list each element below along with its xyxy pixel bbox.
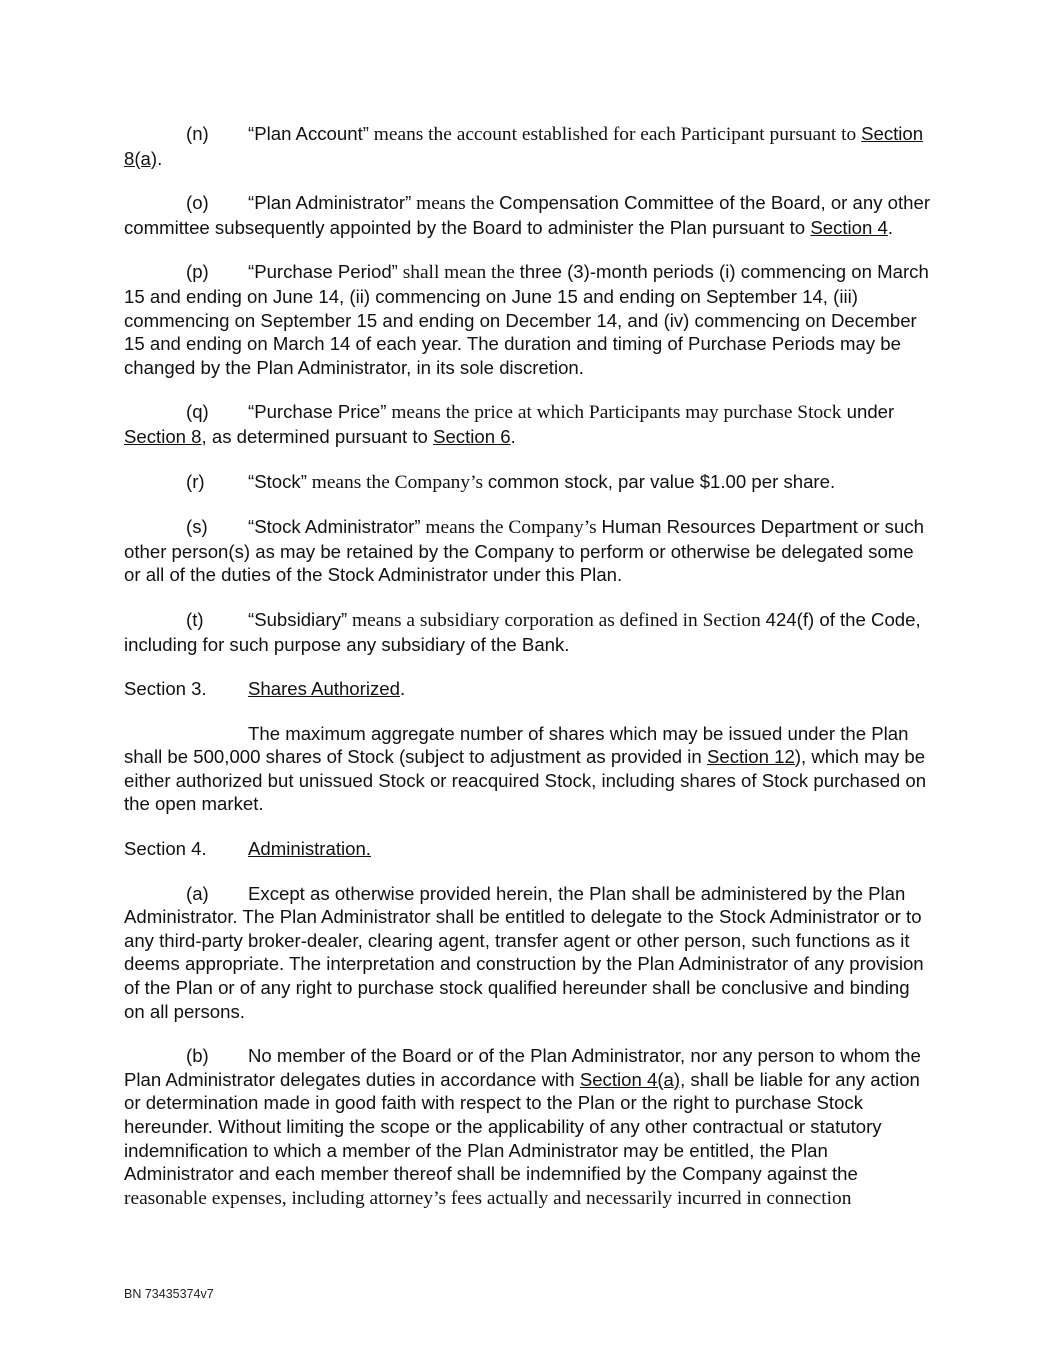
defined-term: “Plan Administrator” <box>248 192 412 214</box>
body-text: Except as otherwise provided herein, the Plan shall be administered by the Plan Administrator. The Plan Administrator shall be entitled to delegate to the Stock Administrator or to any third-party broker-dealer, clearing agent, transfer agent or other person, such functions as it deems appropriate. The interpretation and construction by the Plan Administrator of any provision of the Plan or of any right to purchase stock qualified hereunder shall be conclusive and binding on all persons. <box>124 882 924 1022</box>
defined-term: “Stock” <box>248 470 307 492</box>
section-reference[interactable]: Section 8(a) <box>124 123 924 169</box>
section-reference[interactable]: Section 4(a) <box>579 1068 681 1090</box>
defined-term: “Purchase Period” <box>248 261 398 283</box>
item-label: (o) <box>186 192 209 214</box>
definition-text: means the account established for each Participant pursuant to <box>368 124 862 145</box>
definition-t <box>124 608 932 656</box>
item-label: (p) <box>186 261 209 283</box>
defined-term: “Plan Account” <box>248 123 369 144</box>
definition-r <box>124 470 932 495</box>
definition-o: (o) “Plan Administrator” means the Compensation Committee of the Board, or any other committee subsequently appointed by the Board to administer the Plan pursuant to Section 4. <box>124 192 931 238</box>
body-text: The maximum aggregate number of shares which may be issued under the Plan shall be 500,000 shares of Stock (subject to adjustment as provided in <box>124 722 909 768</box>
definition-text: under <box>841 401 895 423</box>
definition-text: , as determined pursuant to <box>201 425 434 447</box>
document-page <box>124 122 932 1231</box>
section-reference[interactable]: Section 4 <box>810 216 888 238</box>
item-label: (t) <box>186 608 204 630</box>
definition-text: means the price at which Participants may purchase Stock <box>386 402 842 424</box>
section-3-body <box>124 722 932 816</box>
definition-text: three (3)-month periods (i) commencing on March 15 and ending on June 14, (ii) commencing on June 15 and ending on September 14, (iii) commencing on September 15 and ending on December 14, and (iv) commencing on December 15 and ending on March 14 of each year. The duration and timing of Purchase Periods may be changed by the Plan Administrator, in its sole discretion. <box>124 261 929 378</box>
definition-text: Compensation Committee of the Board, or any other committee subsequently appointed by the Board to administer the Plan pursuant to <box>124 192 931 238</box>
defined-term: “Stock Administrator” <box>248 516 421 538</box>
definition-text: 424(f) of the Code, including for such purpose any subsidiary of the Bank. <box>124 608 921 655</box>
body-text: ), which may be either authorized but unissued Stock or reacquired Stock, including shares of Stock purchased on the open market. <box>124 746 927 815</box>
section-4-a <box>124 882 932 1024</box>
section-4-b <box>124 1044 932 1210</box>
section-3-heading: Section 3. Shares Authorized. <box>124 678 406 700</box>
section-label: Section 3. <box>124 678 207 700</box>
section-4-heading <box>124 837 932 861</box>
defined-term: “Subsidiary” <box>248 608 348 630</box>
item-label: (q) <box>186 401 209 423</box>
definition-n: (n) “Plan Account” means the account established for each Participant pursuant to Section 8(a). <box>124 123 924 169</box>
definition-q: (q) “Purchase Price” means the price at which Participants may purchase Stock under Section 8, as determined pursuant to Section 6. <box>124 401 895 447</box>
section-title: Shares Authorized <box>248 678 400 700</box>
item-label: (a) <box>186 882 209 904</box>
item-label: (s) <box>186 516 208 538</box>
definition-s <box>124 515 932 587</box>
definition-text: means a subsidiary corporation as defined in Section <box>347 609 766 631</box>
item-label: (r) <box>186 470 205 492</box>
definition-text: shall mean the <box>397 262 520 284</box>
section-title: Administration. <box>248 838 371 860</box>
body-text: reasonable expenses, including attorney’s fees actually and necessarily incurred in connection <box>124 1187 852 1209</box>
definition-text: common stock, par value $1.00 per share. <box>487 470 836 492</box>
definition-p <box>124 260 932 379</box>
document-id-footer: BN 73435374v7 <box>124 1287 214 1301</box>
body-text: No member of the Board or of the Plan Administrator, nor any person to whom the Plan Administrator delegates duties in accordance with <box>124 1045 921 1090</box>
definition-text: means the <box>411 193 500 215</box>
section-reference[interactable]: Section 6 <box>433 425 511 447</box>
item-label: (b) <box>186 1045 209 1067</box>
section-label: Section 4. <box>124 838 207 860</box>
definition-text: means the Company’s <box>420 517 602 539</box>
item-label: (n) <box>186 123 209 144</box>
body-text: , shall be liable for any action or determination made in good faith with respect to the Plan or the right to purchase Stock hereunder. Without limiting the scope or the applicability of any other contractual or statutory indemnification to which a member of the Plan Administrator may be entitled, the Plan Administrator and each member thereof shall be indemnified by the Company against the <box>124 1068 920 1185</box>
definition-text: means the Company’s <box>306 471 488 493</box>
defined-term: “Purchase Price” <box>248 401 387 423</box>
section-reference[interactable]: Section 12 <box>706 746 795 768</box>
definition-text: Human Resources Department or such other person(s) as may be retained by the Company to perform or otherwise be delegated some or all of the duties of the Stock Administrator under this Plan. <box>124 516 924 586</box>
section-reference[interactable]: Section 8 <box>124 425 202 447</box>
